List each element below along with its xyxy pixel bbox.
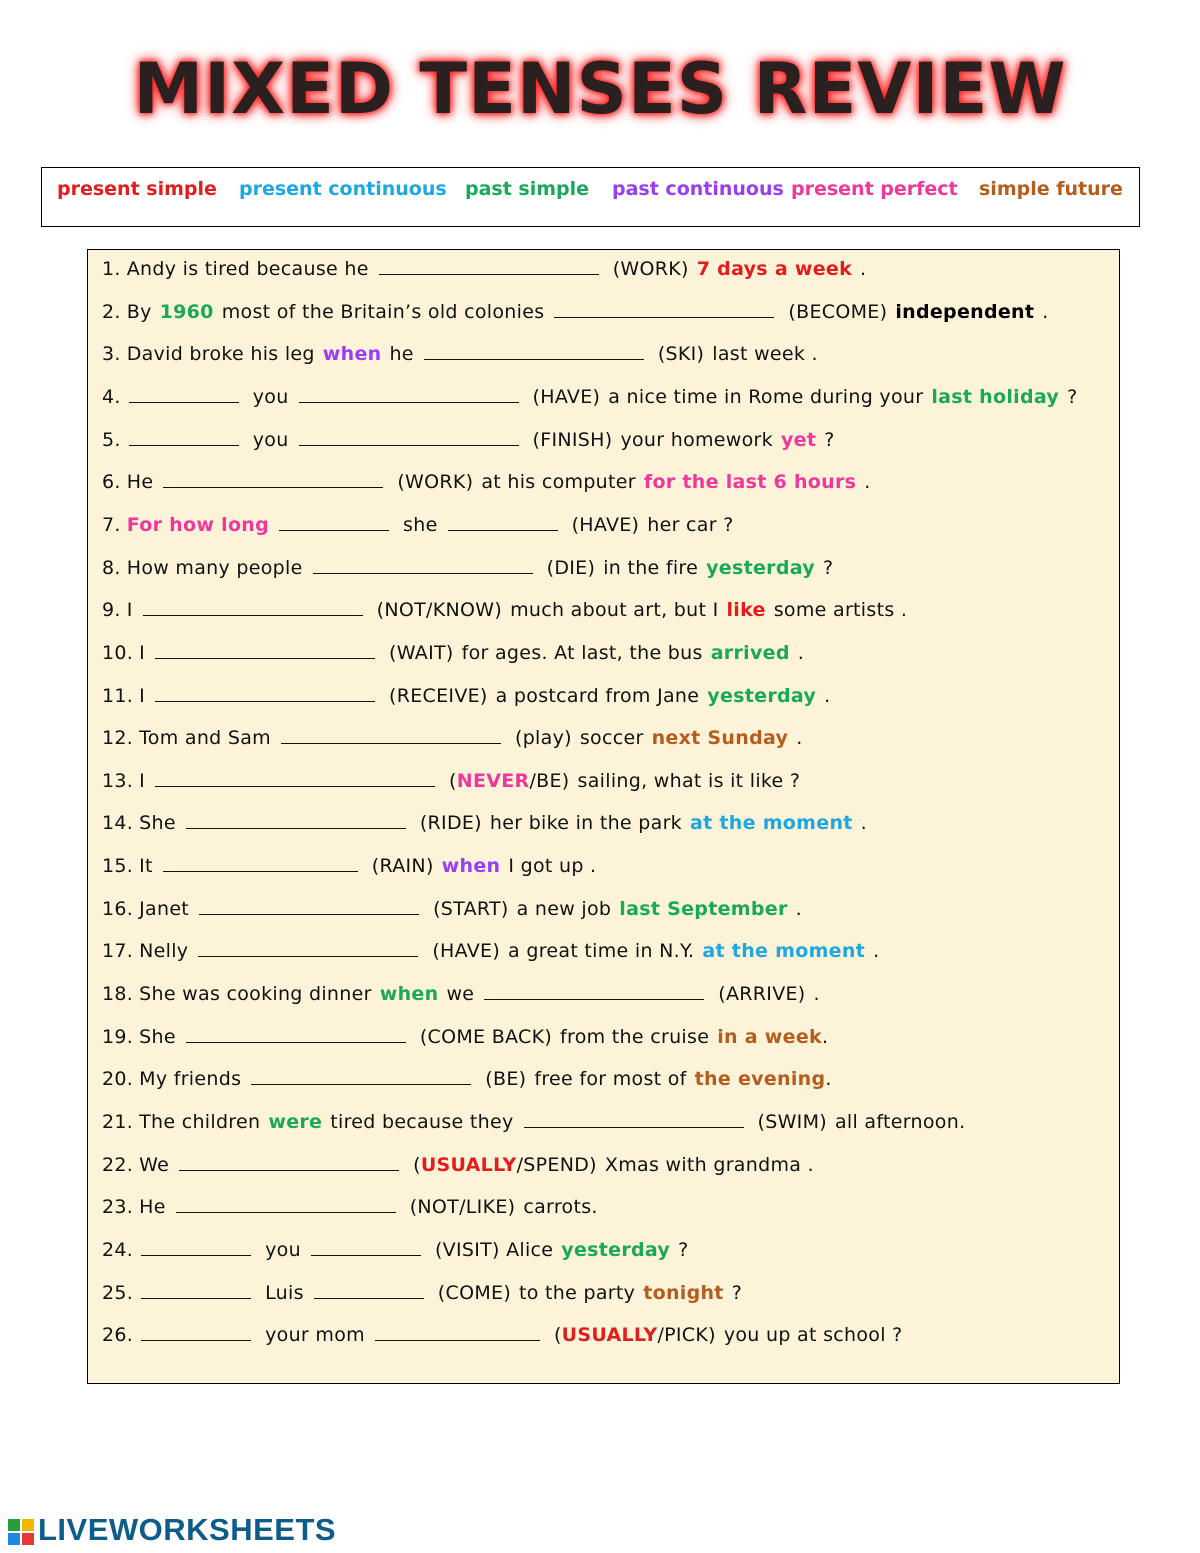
item-text: Xmas with grandma . bbox=[604, 1153, 814, 1176]
exercise-item bbox=[102, 1196, 606, 1218]
item-number: 8. bbox=[102, 556, 121, 579]
time-cue: yesterday bbox=[707, 684, 817, 707]
time-cue: yet bbox=[780, 428, 817, 451]
item-text: . bbox=[795, 897, 802, 920]
time-cue: For how long bbox=[126, 513, 270, 536]
item-text: . bbox=[864, 471, 871, 494]
time-cue: the evening bbox=[694, 1068, 826, 1091]
item-text: (SKI) bbox=[657, 343, 705, 366]
item-number: 19. bbox=[102, 1025, 134, 1048]
answer-blank[interactable] bbox=[281, 727, 501, 744]
item-text: sailing, what is it like ? bbox=[577, 769, 801, 792]
time-cue: 7 days a week bbox=[696, 258, 853, 280]
time-cue: tonight bbox=[643, 1281, 724, 1304]
item-text: last week . bbox=[712, 343, 818, 366]
item-text: ( bbox=[413, 1153, 421, 1176]
legend-present-continuous: present continuous bbox=[239, 178, 447, 200]
item-number: 17. bbox=[102, 940, 134, 963]
answer-blank[interactable] bbox=[424, 343, 644, 360]
item-text: ? bbox=[822, 556, 834, 579]
item-text: . bbox=[813, 983, 820, 1006]
item-text: (HAVE) bbox=[532, 385, 601, 408]
item-text: (HAVE) bbox=[432, 940, 501, 963]
item-text: . bbox=[824, 684, 831, 707]
legend-present-perfect: present perfect bbox=[791, 178, 958, 200]
exercise-item bbox=[102, 812, 875, 834]
answer-blank[interactable] bbox=[186, 812, 406, 829]
item-text: The children bbox=[139, 1111, 261, 1133]
item-number: 14. bbox=[102, 812, 134, 835]
item-text: (BECOME) bbox=[788, 300, 888, 323]
answer-blank[interactable] bbox=[141, 1282, 251, 1299]
exercise-item bbox=[102, 258, 874, 280]
exercise-item bbox=[102, 1068, 840, 1090]
time-cue: for the last 6 hours bbox=[643, 471, 857, 494]
item-text: (HAVE) bbox=[571, 513, 640, 536]
time-cue: were bbox=[268, 1111, 323, 1133]
exercise-item bbox=[102, 1111, 973, 1133]
item-text: some artists . bbox=[773, 599, 908, 622]
time-cue: when bbox=[322, 343, 382, 366]
item-text: we bbox=[446, 983, 475, 1006]
item-text: (SWIM) bbox=[757, 1111, 827, 1133]
exercise-item bbox=[102, 386, 1086, 408]
item-number: 20. bbox=[102, 1068, 134, 1091]
item-text: ? bbox=[731, 1281, 743, 1304]
legend-past-continuous: past continuous bbox=[612, 178, 784, 200]
exercise-item bbox=[102, 1324, 911, 1346]
time-cue: next Sunday bbox=[651, 727, 789, 750]
item-text: /BE) bbox=[529, 769, 570, 792]
time-cue: when bbox=[441, 855, 501, 878]
answer-blank[interactable] bbox=[163, 855, 358, 872]
item-number: 2. bbox=[102, 300, 121, 323]
answer-blank[interactable] bbox=[129, 429, 239, 446]
answer-blank[interactable] bbox=[448, 514, 558, 531]
item-text: her car ? bbox=[647, 513, 734, 536]
item-number: 24. bbox=[102, 1238, 134, 1261]
item-text: a new job bbox=[516, 897, 612, 920]
item-text: . bbox=[860, 258, 867, 280]
legend-present-simple: present simple bbox=[57, 178, 217, 200]
item-text: She was cooking dinner bbox=[139, 983, 372, 1006]
answer-blank[interactable] bbox=[524, 1111, 744, 1128]
item-text: soccer bbox=[579, 727, 644, 750]
exercise-item bbox=[102, 898, 810, 920]
item-text: he bbox=[389, 343, 414, 366]
item-text: . bbox=[796, 727, 803, 750]
answer-blank[interactable] bbox=[163, 471, 383, 488]
item-text: most of the Britain’s old colonies bbox=[221, 300, 545, 323]
answer-blank[interactable] bbox=[143, 599, 363, 616]
item-text: (FINISH) bbox=[532, 428, 613, 451]
item-text: (NOT/KNOW) bbox=[376, 599, 503, 622]
time-cue: at the moment bbox=[689, 812, 853, 835]
item-text: My friends bbox=[139, 1068, 242, 1091]
item-number: 26. bbox=[102, 1324, 134, 1347]
answer-blank[interactable] bbox=[155, 642, 375, 659]
exercise-item bbox=[102, 301, 1057, 323]
answer-blank[interactable] bbox=[129, 386, 239, 403]
item-text: (WORK) bbox=[612, 258, 689, 280]
exercise-item bbox=[102, 770, 808, 792]
page-title: MIXED TENSES REVIEW bbox=[133, 48, 1067, 130]
item-text: /SPEND) bbox=[516, 1153, 597, 1176]
item-text: David broke his leg bbox=[126, 343, 315, 366]
item-text: . bbox=[1042, 300, 1049, 323]
answer-blank[interactable] bbox=[279, 514, 389, 531]
item-text: you bbox=[252, 428, 289, 451]
item-text: a postcard from Jane bbox=[495, 684, 700, 707]
exercise-item bbox=[102, 343, 826, 365]
item-number: 23. bbox=[102, 1196, 134, 1219]
item-text: your homework bbox=[620, 428, 773, 451]
item-text: ( bbox=[449, 769, 457, 792]
item-number: 13. bbox=[102, 769, 134, 792]
item-text: . bbox=[825, 1068, 832, 1091]
item-text: Andy is tired because he bbox=[126, 258, 369, 280]
answer-blank[interactable] bbox=[155, 685, 375, 702]
item-text: How many people bbox=[126, 556, 303, 579]
item-text: (WORK) bbox=[397, 471, 474, 494]
logo-text: LIVEWORKSHEETS bbox=[38, 1512, 337, 1547]
item-text: I bbox=[139, 769, 146, 792]
item-text: (DIE) bbox=[546, 556, 596, 579]
answer-blank[interactable] bbox=[314, 1282, 424, 1299]
item-number: 15. bbox=[102, 855, 134, 878]
item-text: I bbox=[139, 641, 146, 664]
time-cue: like bbox=[726, 599, 766, 622]
item-number: 9. bbox=[102, 599, 121, 622]
exercise-item bbox=[102, 1239, 697, 1261]
item-number: 5. bbox=[102, 428, 121, 451]
item-number: 11. bbox=[102, 684, 134, 707]
answer-blank[interactable] bbox=[141, 1324, 251, 1341]
item-text: (VISIT) Alice bbox=[434, 1238, 554, 1261]
exercise-box bbox=[87, 249, 1120, 1384]
answer-blank[interactable] bbox=[179, 1154, 399, 1171]
answer-blank[interactable] bbox=[313, 557, 533, 574]
item-text: (RECEIVE) bbox=[389, 684, 488, 707]
item-number: 1. bbox=[102, 258, 121, 280]
time-cue: last holiday bbox=[931, 385, 1060, 408]
answer-blank[interactable] bbox=[141, 1239, 251, 1256]
exercise-item bbox=[102, 599, 915, 621]
answer-blank[interactable] bbox=[186, 1026, 406, 1043]
time-cue: independent bbox=[895, 300, 1035, 323]
item-text: She bbox=[139, 1025, 176, 1048]
time-cue: last September bbox=[619, 897, 788, 920]
time-cue: yesterday bbox=[706, 556, 815, 579]
exercise-item bbox=[102, 685, 838, 707]
item-text: /PICK) bbox=[657, 1324, 716, 1347]
item-text: . bbox=[873, 940, 880, 963]
answer-blank[interactable] bbox=[176, 1196, 396, 1213]
item-text: (BE) bbox=[485, 1068, 527, 1091]
item-text: We bbox=[139, 1153, 170, 1176]
answer-blank[interactable] bbox=[375, 1324, 540, 1341]
item-text: I got up . bbox=[508, 855, 597, 878]
answer-blank[interactable] bbox=[299, 386, 519, 403]
exercise-item bbox=[102, 471, 879, 493]
answer-blank[interactable] bbox=[484, 983, 704, 1000]
answer-blank[interactable] bbox=[554, 301, 774, 318]
time-cue: arrived bbox=[710, 641, 790, 664]
item-text: Luis bbox=[265, 1281, 304, 1304]
item-text: in the fire bbox=[603, 556, 699, 579]
time-cue: in a week bbox=[717, 1025, 822, 1048]
item-text: By bbox=[126, 300, 152, 323]
answer-blank[interactable] bbox=[311, 1239, 421, 1256]
item-text: Janet bbox=[139, 897, 190, 920]
time-cue: at the moment bbox=[702, 940, 866, 963]
legend-simple-future: simple future bbox=[979, 178, 1123, 200]
item-text: ? bbox=[678, 1238, 689, 1261]
legend-past-simple: past simple bbox=[465, 178, 590, 200]
item-number: 21. bbox=[102, 1111, 134, 1133]
item-text: ? bbox=[824, 428, 835, 451]
item-text: . bbox=[797, 641, 805, 664]
answer-blank[interactable] bbox=[251, 1068, 471, 1085]
item-number: 4. bbox=[102, 385, 121, 408]
item-text: tired because they bbox=[330, 1111, 514, 1133]
item-text: He bbox=[139, 1196, 166, 1219]
item-text: to the party bbox=[519, 1281, 636, 1304]
exercise-item bbox=[102, 642, 812, 664]
item-text: a great time in N.Y. bbox=[508, 940, 695, 963]
item-number: 6. bbox=[102, 471, 121, 494]
item-number: 10. bbox=[102, 641, 134, 664]
item-text: (play) bbox=[514, 727, 572, 750]
exercise-item bbox=[102, 940, 887, 962]
exercise-item bbox=[102, 429, 843, 451]
item-text: (NOT/LIKE) bbox=[409, 1196, 516, 1219]
exercise-item bbox=[102, 557, 841, 579]
answer-blank[interactable] bbox=[199, 898, 419, 915]
item-text: (COME) bbox=[437, 1281, 512, 1304]
item-text: carrots. bbox=[523, 1196, 598, 1219]
item-text: (START) bbox=[433, 897, 509, 920]
time-cue: NEVER bbox=[456, 769, 530, 792]
item-text: (RAIN) bbox=[371, 855, 434, 878]
item-text: It bbox=[139, 855, 153, 878]
answer-blank[interactable] bbox=[155, 770, 435, 787]
item-text: He bbox=[126, 471, 154, 494]
item-text: you bbox=[252, 385, 289, 408]
exercise-item bbox=[102, 1282, 750, 1304]
item-text: . bbox=[821, 1025, 829, 1048]
exercise-item bbox=[102, 1154, 822, 1176]
answer-blank[interactable] bbox=[198, 940, 418, 957]
item-text: free for most of bbox=[534, 1068, 687, 1091]
item-text: all afternoon. bbox=[834, 1111, 966, 1133]
item-text: Nelly bbox=[139, 940, 189, 963]
logo-icon bbox=[8, 1519, 34, 1545]
item-text: I bbox=[126, 599, 133, 622]
item-text: . bbox=[860, 812, 868, 835]
item-number: 16. bbox=[102, 897, 134, 920]
time-cue: 1960 bbox=[159, 300, 214, 323]
item-text: Tom and Sam bbox=[139, 727, 271, 750]
item-text: I bbox=[139, 684, 146, 707]
item-text: from the cruise bbox=[560, 1025, 710, 1048]
item-number: 18. bbox=[102, 983, 134, 1006]
item-text: she bbox=[403, 513, 438, 536]
exercise-item bbox=[102, 1026, 836, 1048]
item-text: you bbox=[265, 1238, 301, 1261]
item-number: 7. bbox=[102, 513, 121, 536]
item-text: ? bbox=[1067, 385, 1078, 408]
item-number: 22. bbox=[102, 1153, 134, 1176]
item-text: much about art, but I bbox=[510, 599, 719, 622]
exercise-item bbox=[102, 514, 742, 536]
time-cue: USUALLY bbox=[561, 1324, 658, 1347]
item-text: (WAIT) bbox=[389, 641, 454, 664]
exercise-item bbox=[102, 727, 811, 749]
item-text: a nice time in Rome during your bbox=[608, 385, 924, 408]
answer-blank[interactable] bbox=[299, 429, 519, 446]
item-text: (COME BACK) bbox=[419, 1025, 553, 1048]
item-text: (RIDE) bbox=[419, 812, 482, 835]
item-text: (ARRIVE) bbox=[718, 983, 806, 1006]
item-text: for ages. At last, the bus bbox=[461, 641, 703, 664]
item-text: She bbox=[139, 812, 176, 835]
time-cue: yesterday bbox=[561, 1238, 671, 1261]
item-number: 3. bbox=[102, 343, 121, 366]
exercise-item bbox=[102, 983, 828, 1005]
time-cue: USUALLY bbox=[420, 1153, 517, 1176]
item-text: at his computer bbox=[481, 471, 636, 494]
item-text: her bike in the park bbox=[489, 812, 682, 835]
item-number: 12. bbox=[102, 727, 134, 750]
item-text: you up at school ? bbox=[723, 1324, 903, 1347]
tense-legend bbox=[41, 167, 1140, 227]
item-text: ( bbox=[553, 1324, 562, 1347]
item-text: your mom bbox=[265, 1324, 365, 1347]
item-number: 25. bbox=[102, 1281, 134, 1304]
time-cue: when bbox=[379, 983, 439, 1006]
exercise-item bbox=[102, 855, 604, 877]
answer-blank[interactable] bbox=[379, 258, 599, 275]
